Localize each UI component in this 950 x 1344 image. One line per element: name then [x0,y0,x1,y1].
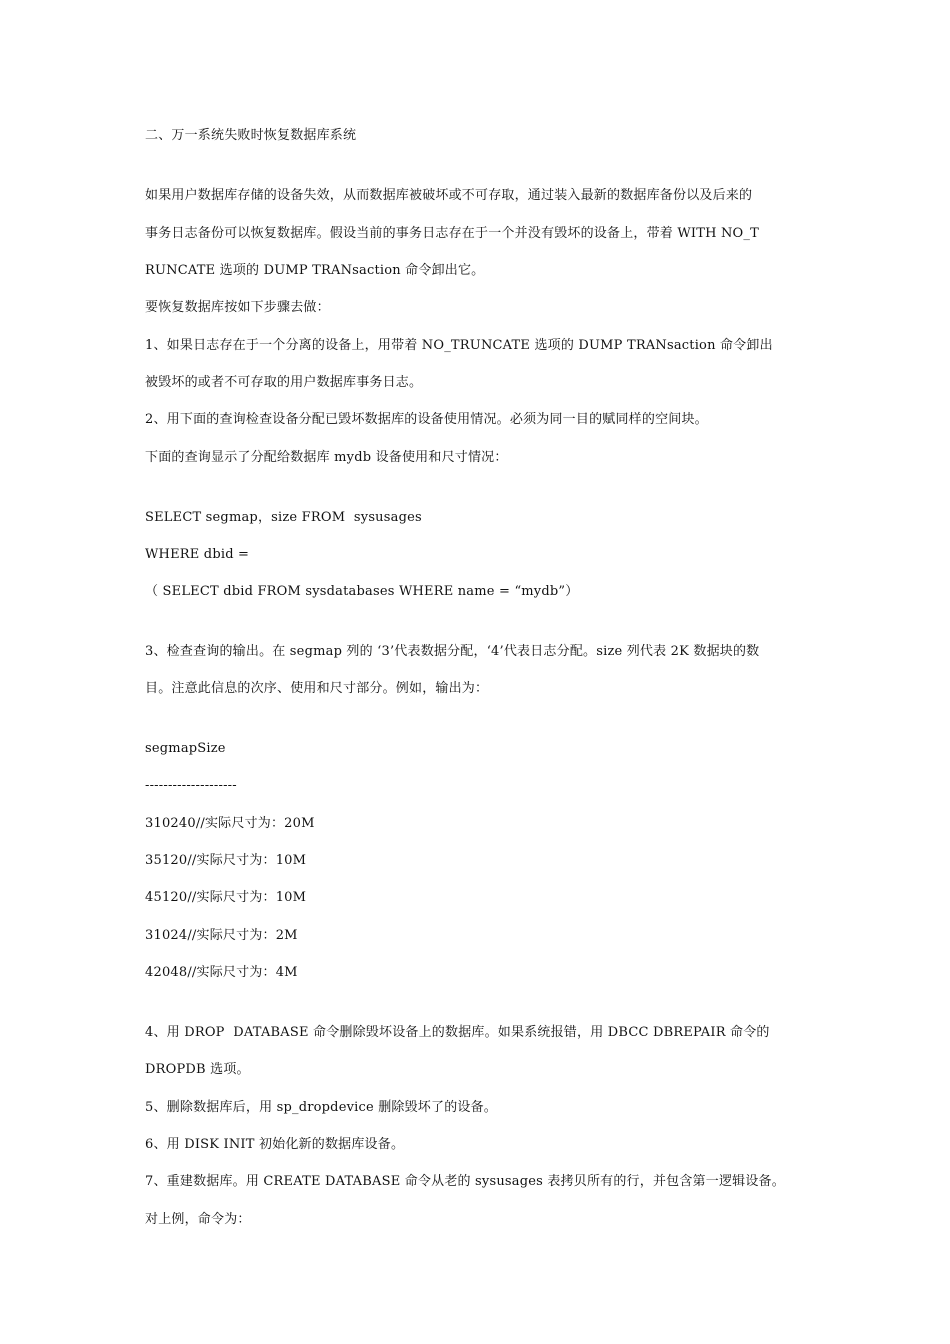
intro-paragraph-line: RUNCATE 选项的 DUMP TRANsaction 命令卸出它。 [145,263,485,278]
step-2-line: 下面的查询显示了分配给数据库 mydb 设备使用和尺寸情况： [145,450,508,465]
output-row: 31024//实际尺寸为：2M [145,928,298,943]
step-4-line: DROPDB 选项。 [145,1062,250,1077]
intro-paragraph-line: 如果用户数据库存储的设备失效，从而数据库被破坏或不可存取，通过装入最新的数据库备份以及后来的 [145,188,753,203]
output-row: 310240//实际尺寸为：20M [145,816,315,831]
sql-query-line: WHERE dbid = [145,547,250,562]
steps-intro: 要恢复数据库按如下步骤去做： [145,300,330,315]
step-7-line: 7、重建数据库。用 CREATE DATABASE 命令从老的 sysusages 表拷贝所有的行，并包含第一逻辑设备。 [145,1174,785,1189]
step-3-line: 3、检查查询的输出。在 segmap 列的 ‘3’代表数据分配，‘4’代表日志分配。size 列代表 2K 数据块的数 [145,644,760,659]
output-row: 45120//实际尺寸为：10M [145,890,307,905]
step-3-line: 目。注意此信息的次序、使用和尺寸部分。例如，输出为： [145,681,489,696]
step-6-line: 6、用 DISK INIT 初始化新的数据库设备。 [145,1137,405,1152]
step-2-line: 2、用下面的查询检查设备分配已毁坏数据库的设备使用情况。必须为同一目的赋同样的空间块。 [145,412,708,427]
output-separator: -------------------- [145,778,237,793]
step-1-line: 被毁坏的或者不可存取的用户数据库事务日志。 [145,375,423,390]
output-row: 35120//实际尺寸为：10M [145,853,307,868]
step-7-line: 对上例，命令为： [145,1212,251,1227]
section-heading: 二、万一系统失败时恢复数据库系统 [145,128,357,143]
step-4-line: 4、用 DROP DATABASE 命令删除毁坏设备上的数据库。如果系统报错，用 DBCC DBREPAIR 命令的 [145,1025,770,1040]
output-row: 42048//实际尺寸为：4M [145,965,298,980]
sql-query-line: （ SELECT dbid FROM sysdatabases WHERE name = “mydb”） [145,584,579,599]
output-header: segmapSize [145,741,226,756]
sql-query-line: SELECT segmap，size FROM sysusages [145,510,422,525]
intro-paragraph-line: 事务日志备份可以恢复数据库。假设当前的事务日志存在于一个并没有毁坏的设备上，带着 WITH NO_T [145,226,759,241]
step-1-line: 1、如果日志存在于一个分离的设备上，用带着 NO_TRUNCATE 选项的 DUMP TRANsaction 命令卸出 [145,338,773,353]
step-5-line: 5、删除数据库后，用 sp_dropdevice 删除毁坏了的设备。 [145,1100,498,1115]
